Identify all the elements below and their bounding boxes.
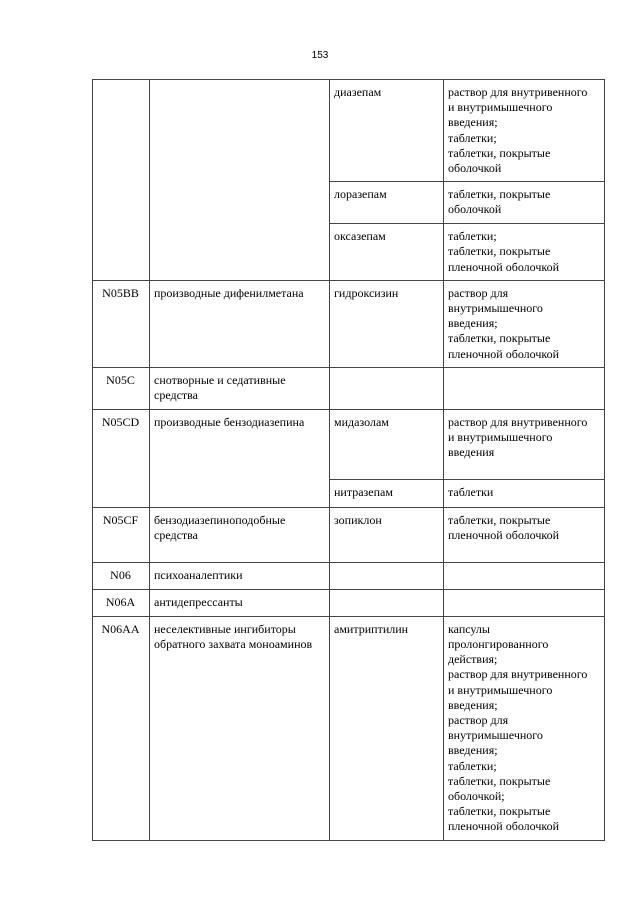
atc-code-cell: N05C	[93, 367, 150, 409]
drug-name-cell: диазепам	[330, 80, 444, 182]
table-row	[93, 616, 605, 840]
dosage-forms-cell: таблетки, покрытые пленочной оболочкой	[444, 507, 605, 562]
group-name-cell: антидепрессанты	[150, 589, 330, 616]
page-number: 153	[311, 50, 329, 61]
dosage-forms-cell	[444, 589, 605, 616]
atc-code-cell	[93, 80, 150, 281]
group-name-cell: производные бензодиазепина	[150, 409, 330, 507]
drug-name-cell: оксазепам	[330, 224, 444, 281]
group-name-cell: производные дифенилметана	[150, 280, 330, 367]
drug-name-cell: гидроксизин	[330, 280, 444, 367]
drug-name-cell: зопиклон	[330, 507, 444, 562]
atc-code-cell: N06	[93, 562, 150, 589]
dosage-forms-cell: капсулы пролонгированного действия; раствор для внутривенного и внутримышечного введения; раствор для внутримышечного введения; таблетки; таблетки, покрытые оболочкой; таблетки, покрытые пленочной оболочкой	[444, 616, 605, 840]
table-row	[93, 562, 605, 589]
drug-name-cell	[330, 367, 444, 409]
group-name-cell: неселективные ингибиторы обратного захвата моноаминов	[150, 616, 330, 840]
table-row	[93, 280, 605, 367]
group-name-cell	[150, 80, 330, 281]
dosage-forms-cell: раствор для внутримышечного введения; таблетки, покрытые пленочной оболочкой	[444, 280, 605, 367]
drug-name-cell	[330, 589, 444, 616]
group-name-cell: бензодиазепиноподобные средства	[150, 507, 330, 562]
atc-code-cell: N06A	[93, 589, 150, 616]
drug-name-cell: мидазолам	[330, 409, 444, 479]
drug-name-cell: лоразепам	[330, 182, 444, 224]
dosage-forms-cell	[444, 562, 605, 589]
dosage-forms-cell	[444, 367, 605, 409]
drug-name-cell: амитриптилин	[330, 616, 444, 840]
dosage-forms-cell: таблетки, покрытые оболочкой	[444, 182, 605, 224]
drug-name-cell: нитразепам	[330, 479, 444, 507]
table-row	[93, 409, 605, 479]
dosage-forms-cell: раствор для внутривенного и внутримышечного введения	[444, 409, 605, 479]
dosage-forms-cell: раствор для внутривенного и внутримышечного введения; таблетки; таблетки, покрытые оболочкой	[444, 80, 605, 182]
atc-code-cell: N05BB	[93, 280, 150, 367]
dosage-forms-cell: таблетки	[444, 479, 605, 507]
drug-table	[92, 79, 605, 841]
group-name-cell: снотворные и седативные средства	[150, 367, 330, 409]
table-row	[93, 589, 605, 616]
atc-code-cell: N05CF	[93, 507, 150, 562]
dosage-forms-cell: таблетки; таблетки, покрытые пленочной оболочкой	[444, 224, 605, 281]
table-row	[93, 80, 605, 182]
table-row	[93, 367, 605, 409]
drug-name-cell	[330, 562, 444, 589]
atc-code-cell: N05CD	[93, 409, 150, 507]
atc-code-cell: N06AA	[93, 616, 150, 840]
table-row	[93, 507, 605, 562]
group-name-cell: психоаналептики	[150, 562, 330, 589]
